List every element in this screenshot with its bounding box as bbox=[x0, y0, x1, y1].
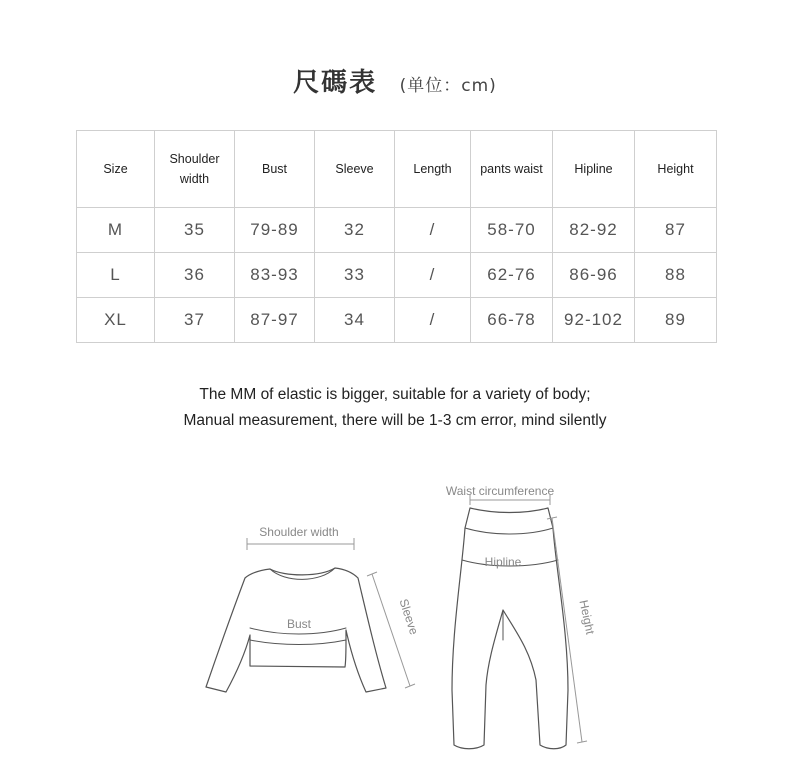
unit-label: (单位：cm) bbox=[399, 76, 497, 96]
waist-circumference-label: Waist circumference bbox=[445, 484, 555, 498]
table-cell: 32 bbox=[315, 208, 395, 253]
hipline-label: Hipline bbox=[484, 555, 522, 569]
column-header: Height bbox=[635, 131, 717, 208]
table-cell: 79-89 bbox=[235, 208, 315, 253]
column-header: Length bbox=[395, 131, 471, 208]
table-cell: XL bbox=[77, 298, 155, 343]
table-cell: 35 bbox=[155, 208, 235, 253]
column-header bbox=[155, 131, 235, 208]
table-cell: 37 bbox=[155, 298, 235, 343]
table-cell: 34 bbox=[315, 298, 395, 343]
table-cell: / bbox=[395, 298, 471, 343]
table-cell: 58-70 bbox=[471, 208, 553, 253]
note-line-2: Manual measurement, there will be 1-3 cm error, mind silently bbox=[183, 412, 607, 429]
pants-illustration bbox=[452, 508, 568, 749]
table-cell: 33 bbox=[315, 253, 395, 298]
table-cell: 82-92 bbox=[553, 208, 635, 253]
table-cell: 86-96 bbox=[553, 253, 635, 298]
note-line-1: The MM of elastic is bigger, suitable for a variety of body; bbox=[199, 386, 591, 403]
table-cell: 87-97 bbox=[235, 298, 315, 343]
column-header: Sleeve bbox=[315, 131, 395, 208]
table-cell: 36 bbox=[155, 253, 235, 298]
table-cell: / bbox=[395, 208, 471, 253]
sleeve-label: Sleeve bbox=[396, 597, 422, 637]
column-header: Size bbox=[77, 131, 155, 208]
table-header-row bbox=[77, 131, 717, 208]
size-table bbox=[76, 130, 717, 343]
table-row bbox=[77, 208, 717, 253]
height-label: Height bbox=[576, 598, 598, 636]
table-cell: 83-93 bbox=[235, 253, 315, 298]
column-header: Bust bbox=[235, 131, 315, 208]
table-row bbox=[77, 253, 717, 298]
shoulder-width-label: Shoulder width bbox=[259, 525, 339, 539]
column-header-text: Shoulder width bbox=[169, 152, 220, 186]
table-cell: 89 bbox=[635, 298, 717, 343]
table-cell: L bbox=[77, 253, 155, 298]
column-header: Hipline bbox=[553, 131, 635, 208]
page-title: 尺碼表 bbox=[293, 68, 378, 98]
title-row bbox=[0, 62, 790, 99]
table-row bbox=[77, 298, 717, 343]
table-cell: 62-76 bbox=[471, 253, 553, 298]
table-cell: 88 bbox=[635, 253, 717, 298]
measurement-diagram bbox=[0, 470, 790, 770]
column-header: pants waist bbox=[471, 131, 553, 208]
table-cell: 92-102 bbox=[553, 298, 635, 343]
table-cell: / bbox=[395, 253, 471, 298]
table-cell: 66-78 bbox=[471, 298, 553, 343]
table-cell: M bbox=[77, 208, 155, 253]
notes bbox=[0, 382, 790, 434]
bust-label: Bust bbox=[286, 617, 312, 631]
table-cell: 87 bbox=[635, 208, 717, 253]
